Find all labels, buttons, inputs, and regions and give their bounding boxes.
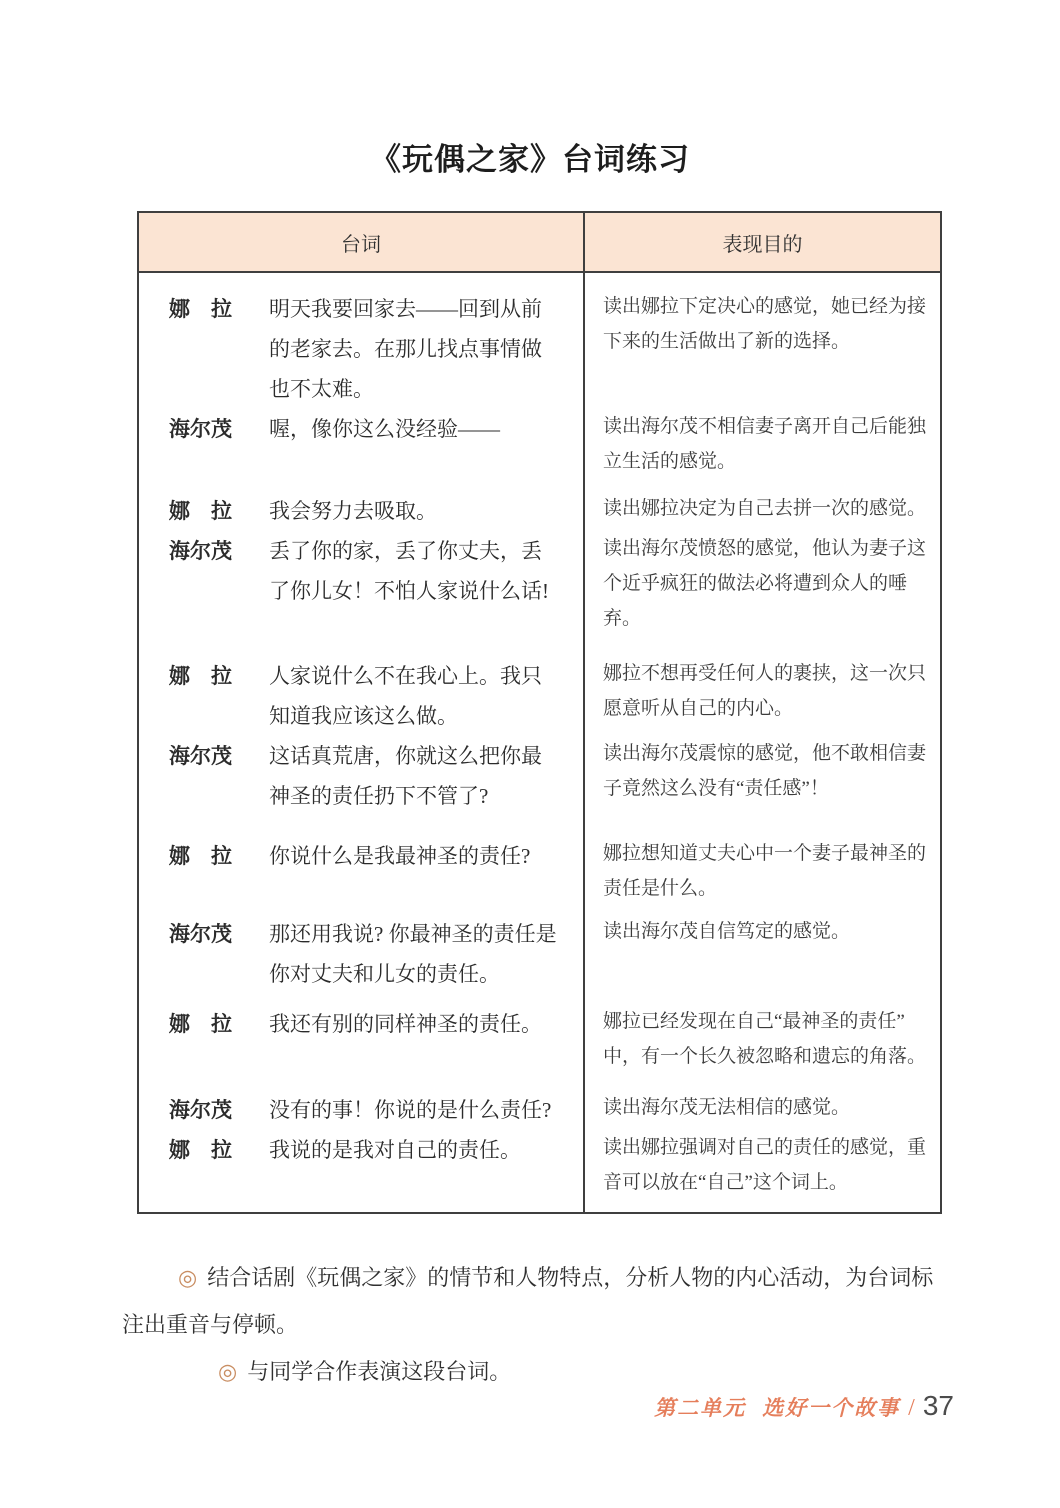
page-footer (654, 1390, 954, 1422)
speaker-name: 海尔茂 (169, 1098, 232, 1122)
table-row (139, 836, 940, 906)
note-item (122, 1348, 954, 1395)
table-row (139, 1090, 940, 1130)
speaker-name: 娜 拉 (169, 1012, 232, 1036)
speaker-name: 娜 拉 (169, 664, 232, 688)
dialogue-text: 我还有别的同样神圣的责任。 (269, 1012, 542, 1036)
note-item (122, 1254, 954, 1348)
table-row (139, 914, 940, 994)
dialogue-text: 明天我要回家去——回到从前的老家去。在那儿找点事情做也不太难。 (269, 297, 542, 401)
speaker-name: 海尔茂 (169, 922, 232, 946)
dialogue-text: 喔，像你这么没经验—— (269, 417, 500, 441)
dialogue-text: 那还用我说? 你最神圣的责任是你对丈夫和儿女的责任。 (269, 922, 557, 986)
speaker-name: 海尔茂 (169, 417, 232, 441)
purpose-text: 读出海尔茂不相信妻子离开自己后能独立生活的感觉。 (603, 416, 927, 472)
purpose-text: 娜拉不想再受任何人的裹挟，这一次只愿意听从自己的内心。 (603, 663, 927, 719)
dialogue-text: 我会努力去吸取。 (269, 499, 437, 523)
unit-label: 第二单元 (654, 1396, 747, 1420)
purpose-text: 读出海尔茂愤怒的感觉，他认为妻子这个近乎疯狂的做法必将遭到众人的唾弃。 (603, 538, 927, 629)
dialogue-text: 人家说什么不在我心上。我只知道我应该这么做。 (269, 664, 542, 728)
dialogue-text: 这话真荒唐，你就这么把你最神圣的责任扔下不管了? (269, 744, 542, 808)
table-row (139, 491, 940, 531)
dialogue-text: 我说的是我对自己的责任。 (269, 1138, 521, 1162)
speaker-name: 娜 拉 (169, 844, 232, 868)
purpose-text: 读出娜拉强调对自己的责任的感觉，重音可以放在“自己”这个词上。 (603, 1137, 927, 1193)
footer-separator: / (908, 1395, 915, 1421)
column-header-purpose: 表现目的 (722, 234, 803, 256)
unit-subtitle: 选好一个故事 (762, 1396, 901, 1420)
dialogue-text: 丢了你的家，丢了你丈夫，丢了你儿女！不怕人家说什么话! (269, 539, 549, 603)
speaker-name: 娜 拉 (169, 499, 232, 523)
purpose-text: 读出海尔茂自信笃定的感觉。 (603, 921, 851, 942)
page-title: 《玩偶之家》台词练习 (370, 142, 690, 177)
purpose-text: 娜拉想知道丈夫心中一个妻子最神圣的责任是什么。 (603, 843, 927, 899)
speaker-name: 娜 拉 (169, 1138, 232, 1162)
note-text: 结合话剧《玩偶之家》的情节和人物特点，分析人物的内心活动，为台词标注出重音与停顿。 (122, 1265, 934, 1337)
exercise-notes (122, 1254, 954, 1395)
double-circle-bullet-icon: ◎ (178, 1265, 198, 1290)
table-row (139, 531, 940, 636)
dialogue-practice-table (137, 211, 942, 1214)
speaker-name: 海尔茂 (169, 744, 232, 768)
table-row (139, 736, 940, 816)
double-circle-bullet-icon: ◎ (218, 1359, 238, 1384)
table-row (139, 1130, 940, 1200)
table-row (139, 656, 940, 736)
speaker-name: 娜 拉 (169, 297, 232, 321)
table-row (139, 409, 940, 479)
note-text: 与同学合作表演这段台词。 (247, 1359, 512, 1384)
table-row (139, 289, 940, 409)
purpose-text: 读出海尔茂震惊的感觉，他不敢相信妻子竟然这么没有“责任感”！ (603, 743, 927, 799)
column-header-lines: 台词 (139, 213, 585, 271)
purpose-text: 读出海尔茂无法相信的感觉。 (603, 1097, 851, 1118)
table-body (139, 273, 940, 1212)
purpose-text: 读出娜拉决定为自己去拼一次的感觉。 (603, 498, 927, 519)
purpose-text: 娜拉已经发现在自己“最神圣的责任”中，有一个长久被忽略和遗忘的角落。 (603, 1011, 927, 1067)
table-row (139, 1004, 940, 1074)
dialogue-text: 你说什么是我最神圣的责任? (269, 844, 531, 868)
purpose-text: 读出娜拉下定决心的感觉，她已经为接下来的生活做出了新的选择。 (603, 296, 927, 352)
page-number: 37 (922, 1390, 954, 1421)
dialogue-text: 没有的事！你说的是什么责任? (269, 1098, 552, 1122)
speaker-name: 海尔茂 (169, 539, 232, 563)
table-header-row (139, 213, 940, 273)
